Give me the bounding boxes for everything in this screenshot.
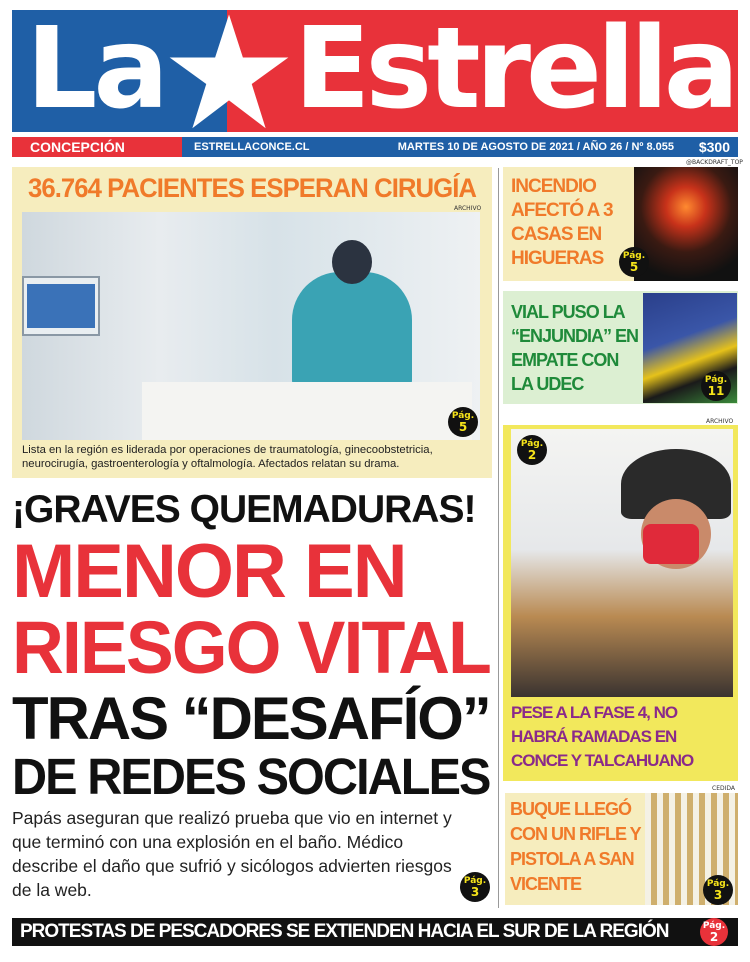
- page-badge: Pág. 5: [619, 247, 649, 277]
- issue-date: MARTES 10 DE AGOSTO DE 2021 / AÑO 26 / Nº 8.055: [397, 141, 674, 153]
- side-headline: PESE A LA FASE 4, NO HABRÁ RAMADAS EN CONCE Y TALCAHUANO: [511, 703, 694, 770]
- side-story-ship[interactable]: [505, 793, 738, 905]
- side-story-ramadas[interactable]: [503, 425, 738, 781]
- info-bar: [12, 137, 738, 157]
- side-story-football[interactable]: [503, 291, 738, 404]
- price: $300: [698, 139, 730, 155]
- main-story[interactable]: [12, 488, 494, 908]
- side-headline: BUQUE LLEGÓ CON UN RIFLE Y PISTOLA A SAN VICENTE: [510, 799, 641, 894]
- main-summary: Papás aseguran que realizó prueba que vio en internet y que terminó con una explosión en el baño. Médico describe el daño que sufrió y sicólogos advierten riesgos de la web.: [12, 808, 452, 900]
- photo-credit: ARCHIVO: [454, 205, 482, 212]
- lead-headline: 36.764 PACIENTES ESPERAN CIRUGÍA: [28, 173, 477, 203]
- hospital-photo: [22, 212, 480, 440]
- page-badge: Pág. 5: [448, 407, 478, 437]
- photo-credit: CEDIDA: [712, 785, 735, 792]
- page-badge: Pág. 2: [517, 435, 547, 465]
- banner-headline: PROTESTAS DE PESCADORES SE EXTIENDEN HACIA EL SUR DE LA REGIÓN: [20, 921, 669, 942]
- page-badge: Pág. 2: [700, 918, 728, 946]
- photo-credit: @BACKDRAFT_TOP: [686, 159, 743, 166]
- main-headline-4: DE REDES SOCIALES: [12, 748, 490, 805]
- logo-text-estrella: Estrella: [294, 10, 735, 132]
- lead-caption: Lista en la región es liderada por operaciones de traumatología, ginecoobstetricia, neurocirugía, gastroenterología y oftalmología. Afectados relatan su drama.: [22, 444, 433, 470]
- website-link[interactable]: ESTRELLACONCE.CL: [194, 141, 310, 153]
- main-headline-2: RIESGO VITAL: [12, 606, 490, 689]
- edition-city: CONCEPCIÓN: [12, 137, 182, 157]
- column-divider: [498, 168, 499, 908]
- empanadas-photo: [511, 429, 733, 697]
- side-story-fire[interactable]: [503, 167, 738, 281]
- side-headline: INCENDIO AFECTÓ A 3 CASAS EN HIGUERAS: [511, 176, 613, 269]
- page-badge: Pág. 3: [460, 872, 490, 902]
- main-kicker: ¡GRAVES QUEMADURAS!: [12, 488, 476, 531]
- fire-photo: [634, 167, 738, 281]
- page-badge: Pág. 3: [703, 875, 733, 905]
- masthead-logo: [12, 10, 738, 132]
- logo-text-la: La: [26, 10, 165, 132]
- bottom-banner[interactable]: [12, 918, 738, 946]
- lead-story[interactable]: [12, 167, 492, 478]
- page-badge: Pág. 11: [701, 371, 731, 401]
- side-headline: VIAL PUSO LA “ENJUNDIA” EN EMPATE CON LA UDEC: [511, 302, 639, 394]
- photo-credit: ARCHIVO: [706, 418, 734, 425]
- main-headline-3: TRAS “DESAFÍO”: [12, 685, 490, 752]
- main-headline-1: MENOR EN: [12, 529, 406, 614]
- star-icon: [164, 12, 294, 132]
